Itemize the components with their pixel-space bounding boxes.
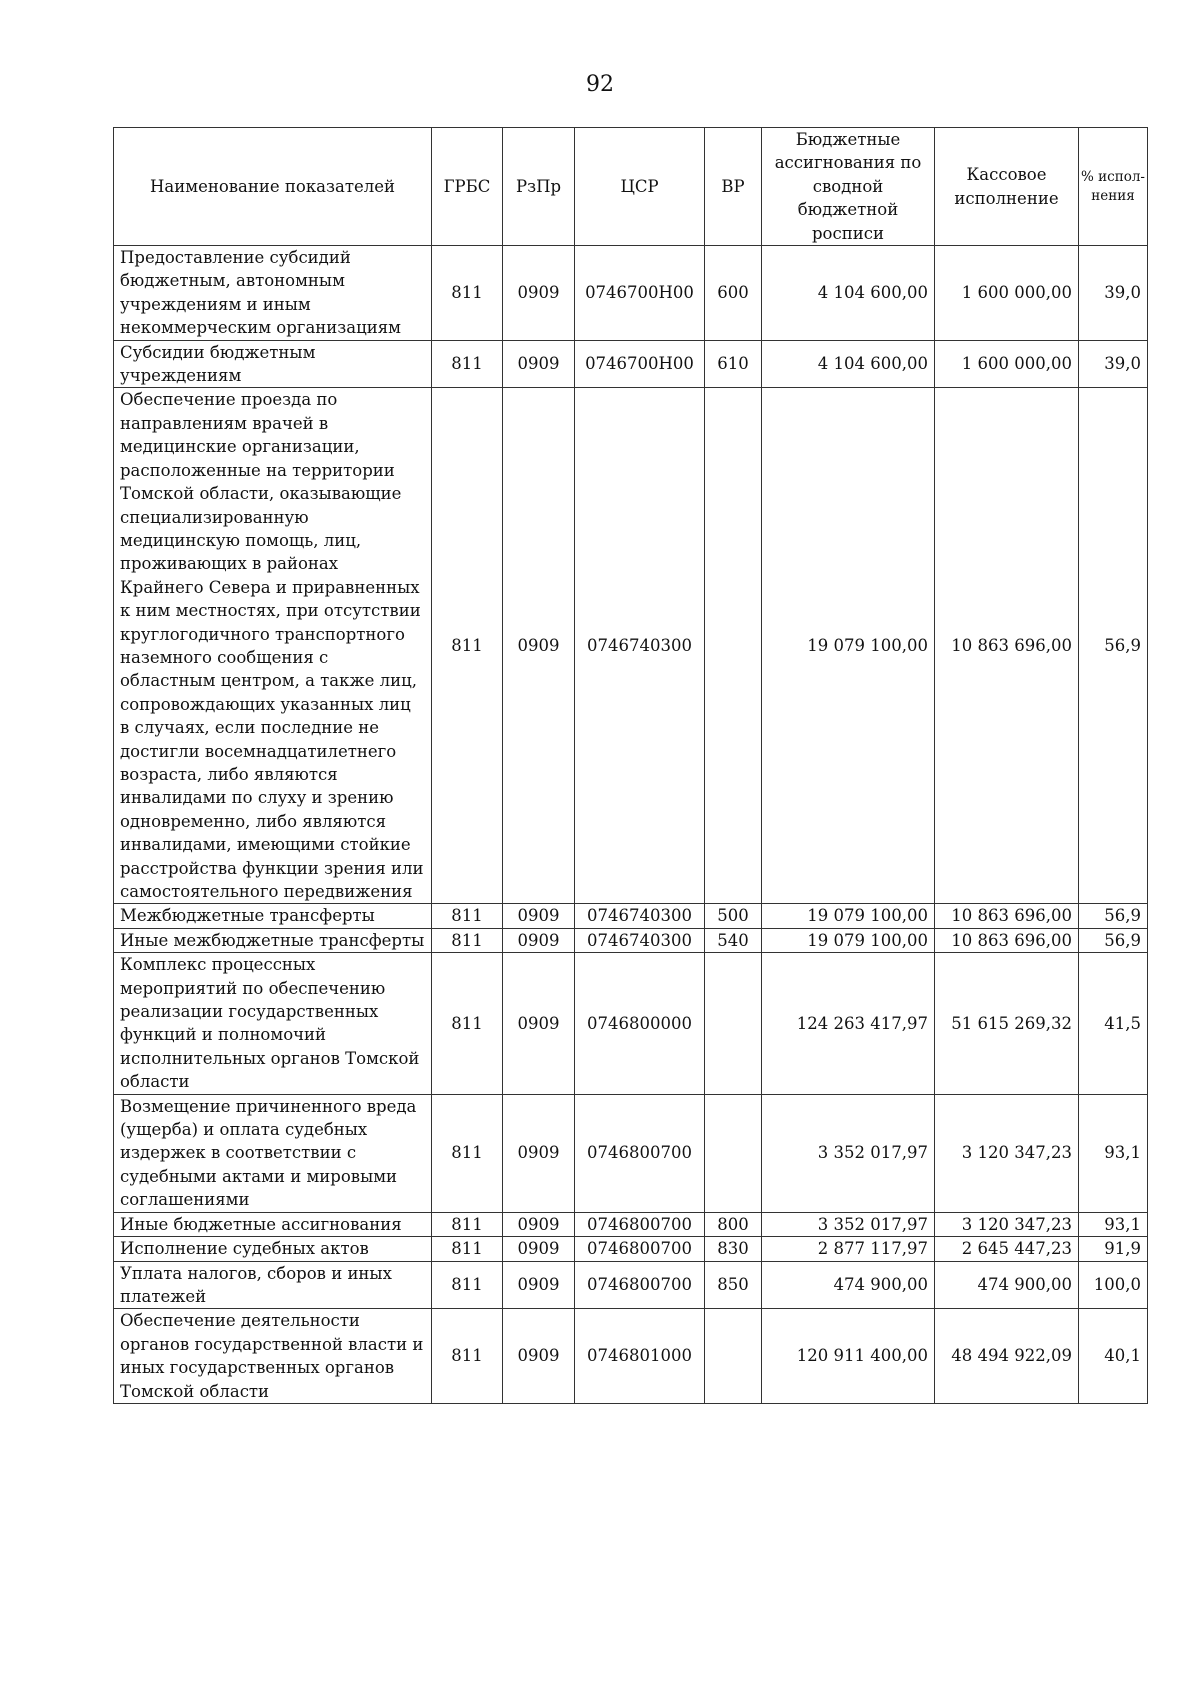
cell-percent: 56,9 bbox=[1079, 388, 1148, 904]
cell-name: Межбюджетные трансферты bbox=[114, 904, 432, 928]
cell-rzpr: 0909 bbox=[503, 1212, 575, 1236]
cell-csr: 0746700Н00 bbox=[575, 340, 705, 388]
cell-name: Иные межбюджетные трансферты bbox=[114, 928, 432, 952]
cell-allocations: 19 079 100,00 bbox=[762, 388, 935, 904]
cell-percent: 39,0 bbox=[1079, 340, 1148, 388]
header-rzpr: РзПр bbox=[503, 128, 575, 246]
header-cash-execution: Кассовое исполнение bbox=[935, 128, 1079, 246]
cell-rzpr: 0909 bbox=[503, 1237, 575, 1261]
cell-csr: 0746801000 bbox=[575, 1309, 705, 1404]
cell-name: Возмещение причиненного вреда (ущерба) и оплата судебных издержек в соответствии с судебными актами и мировыми соглашениями bbox=[114, 1094, 432, 1212]
cell-csr: 0746740300 bbox=[575, 928, 705, 952]
cell-allocations: 124 263 417,97 bbox=[762, 953, 935, 1094]
cell-rzpr: 0909 bbox=[503, 1309, 575, 1404]
cell-csr: 0746800000 bbox=[575, 953, 705, 1094]
cell-csr: 0746800700 bbox=[575, 1237, 705, 1261]
header-csr: ЦСР bbox=[575, 128, 705, 246]
cell-name: Уплата налогов, сборов и иных платежей bbox=[114, 1261, 432, 1309]
cell-vr: 500 bbox=[705, 904, 762, 928]
table-row bbox=[114, 1094, 1148, 1212]
cell-vr: 600 bbox=[705, 246, 762, 341]
cell-vr bbox=[705, 953, 762, 1094]
cell-allocations: 19 079 100,00 bbox=[762, 928, 935, 952]
cell-vr bbox=[705, 388, 762, 904]
cell-rzpr: 0909 bbox=[503, 904, 575, 928]
cell-percent: 39,0 bbox=[1079, 246, 1148, 341]
cell-cash-execution: 3 120 347,23 bbox=[935, 1212, 1079, 1236]
table-row bbox=[114, 1212, 1148, 1236]
cell-name: Комплекс процессных мероприятий по обеспечению реализации государственных функций и полномочий исполнительных органов Томской области bbox=[114, 953, 432, 1094]
cell-vr bbox=[705, 1309, 762, 1404]
cell-name: Обеспечение проезда по направлениям врачей в медицинские организации, расположенные на территории Томской области, оказывающие специализированную медицинскую помощь, лиц, проживающих в районах Крайнего Севера и приравненных к ним местностях, при отсутствии круглогодичного транспортного наземного сообщения с областным центром, а также лиц, сопровождающих указанных лиц в случаях, если последние не достигли восемнадцатилетнего возраста, либо являются инвалидами по слуху и зрению одновременно, либо являются инвалидами, имеющими стойкие расстройства функции зрения или самостоятельного передвижения bbox=[114, 388, 432, 904]
cell-grbs: 811 bbox=[432, 1094, 503, 1212]
table-row bbox=[114, 1237, 1148, 1261]
cell-grbs: 811 bbox=[432, 388, 503, 904]
cell-cash-execution: 2 645 447,23 bbox=[935, 1237, 1079, 1261]
cell-rzpr: 0909 bbox=[503, 928, 575, 952]
header-grbs: ГРБС bbox=[432, 128, 503, 246]
cell-percent: 93,1 bbox=[1079, 1094, 1148, 1212]
cell-percent: 41,5 bbox=[1079, 953, 1148, 1094]
cell-csr: 0746740300 bbox=[575, 904, 705, 928]
cell-vr: 540 bbox=[705, 928, 762, 952]
cell-grbs: 811 bbox=[432, 1212, 503, 1236]
header-percent: % испол- нения bbox=[1079, 128, 1148, 246]
header-vr: ВР bbox=[705, 128, 762, 246]
cell-allocations: 4 104 600,00 bbox=[762, 246, 935, 341]
table-header-row bbox=[114, 128, 1148, 246]
cell-allocations: 474 900,00 bbox=[762, 1261, 935, 1309]
cell-grbs: 811 bbox=[432, 904, 503, 928]
cell-grbs: 811 bbox=[432, 340, 503, 388]
cell-allocations: 3 352 017,97 bbox=[762, 1212, 935, 1236]
table-row bbox=[114, 246, 1148, 341]
cell-cash-execution: 3 120 347,23 bbox=[935, 1094, 1079, 1212]
cell-allocations: 3 352 017,97 bbox=[762, 1094, 935, 1212]
cell-percent: 56,9 bbox=[1079, 928, 1148, 952]
cell-cash-execution: 48 494 922,09 bbox=[935, 1309, 1079, 1404]
budget-execution-table bbox=[113, 127, 1148, 1404]
cell-name: Иные бюджетные ассигнования bbox=[114, 1212, 432, 1236]
cell-percent: 93,1 bbox=[1079, 1212, 1148, 1236]
cell-grbs: 811 bbox=[432, 246, 503, 341]
cell-rzpr: 0909 bbox=[503, 340, 575, 388]
cell-allocations: 120 911 400,00 bbox=[762, 1309, 935, 1404]
cell-cash-execution: 10 863 696,00 bbox=[935, 388, 1079, 904]
cell-grbs: 811 bbox=[432, 1237, 503, 1261]
cell-allocations: 2 877 117,97 bbox=[762, 1237, 935, 1261]
cell-csr: 0746800700 bbox=[575, 1212, 705, 1236]
cell-vr: 830 bbox=[705, 1237, 762, 1261]
cell-cash-execution: 1 600 000,00 bbox=[935, 340, 1079, 388]
cell-vr: 850 bbox=[705, 1261, 762, 1309]
cell-vr bbox=[705, 1094, 762, 1212]
cell-percent: 100,0 bbox=[1079, 1261, 1148, 1309]
cell-cash-execution: 51 615 269,32 bbox=[935, 953, 1079, 1094]
cell-csr: 0746700Н00 bbox=[575, 246, 705, 341]
cell-cash-execution: 10 863 696,00 bbox=[935, 904, 1079, 928]
cell-rzpr: 0909 bbox=[503, 246, 575, 341]
table-row bbox=[114, 904, 1148, 928]
cell-rzpr: 0909 bbox=[503, 1261, 575, 1309]
cell-csr: 0746740300 bbox=[575, 388, 705, 904]
cell-name: Обеспечение деятельности органов государственной власти и иных государственных органов Томской области bbox=[114, 1309, 432, 1404]
table-row bbox=[114, 928, 1148, 952]
cell-csr: 0746800700 bbox=[575, 1094, 705, 1212]
header-allocations: Бюджетные ассигнования по сводной бюджетной росписи bbox=[762, 128, 935, 246]
cell-percent: 56,9 bbox=[1079, 904, 1148, 928]
cell-name: Предоставление субсидий бюджетным, автономным учреждениям и иным некоммерческим организациям bbox=[114, 246, 432, 341]
cell-grbs: 811 bbox=[432, 1309, 503, 1404]
cell-cash-execution: 474 900,00 bbox=[935, 1261, 1079, 1309]
page-number: 92 bbox=[586, 72, 614, 97]
cell-percent: 40,1 bbox=[1079, 1309, 1148, 1404]
cell-name: Субсидии бюджетным учреждениям bbox=[114, 340, 432, 388]
table-row bbox=[114, 340, 1148, 388]
cell-allocations: 19 079 100,00 bbox=[762, 904, 935, 928]
table-row bbox=[114, 1261, 1148, 1309]
table-row bbox=[114, 1309, 1148, 1404]
table-row bbox=[114, 953, 1148, 1094]
cell-cash-execution: 1 600 000,00 bbox=[935, 246, 1079, 341]
cell-cash-execution: 10 863 696,00 bbox=[935, 928, 1079, 952]
table-row bbox=[114, 388, 1148, 904]
cell-allocations: 4 104 600,00 bbox=[762, 340, 935, 388]
cell-rzpr: 0909 bbox=[503, 1094, 575, 1212]
cell-vr: 800 bbox=[705, 1212, 762, 1236]
cell-rzpr: 0909 bbox=[503, 388, 575, 904]
cell-grbs: 811 bbox=[432, 928, 503, 952]
cell-grbs: 811 bbox=[432, 1261, 503, 1309]
cell-vr: 610 bbox=[705, 340, 762, 388]
cell-grbs: 811 bbox=[432, 953, 503, 1094]
cell-rzpr: 0909 bbox=[503, 953, 575, 1094]
header-name: Наименование показателей bbox=[114, 128, 432, 246]
cell-name: Исполнение судебных актов bbox=[114, 1237, 432, 1261]
cell-percent: 91,9 bbox=[1079, 1237, 1148, 1261]
cell-csr: 0746800700 bbox=[575, 1261, 705, 1309]
